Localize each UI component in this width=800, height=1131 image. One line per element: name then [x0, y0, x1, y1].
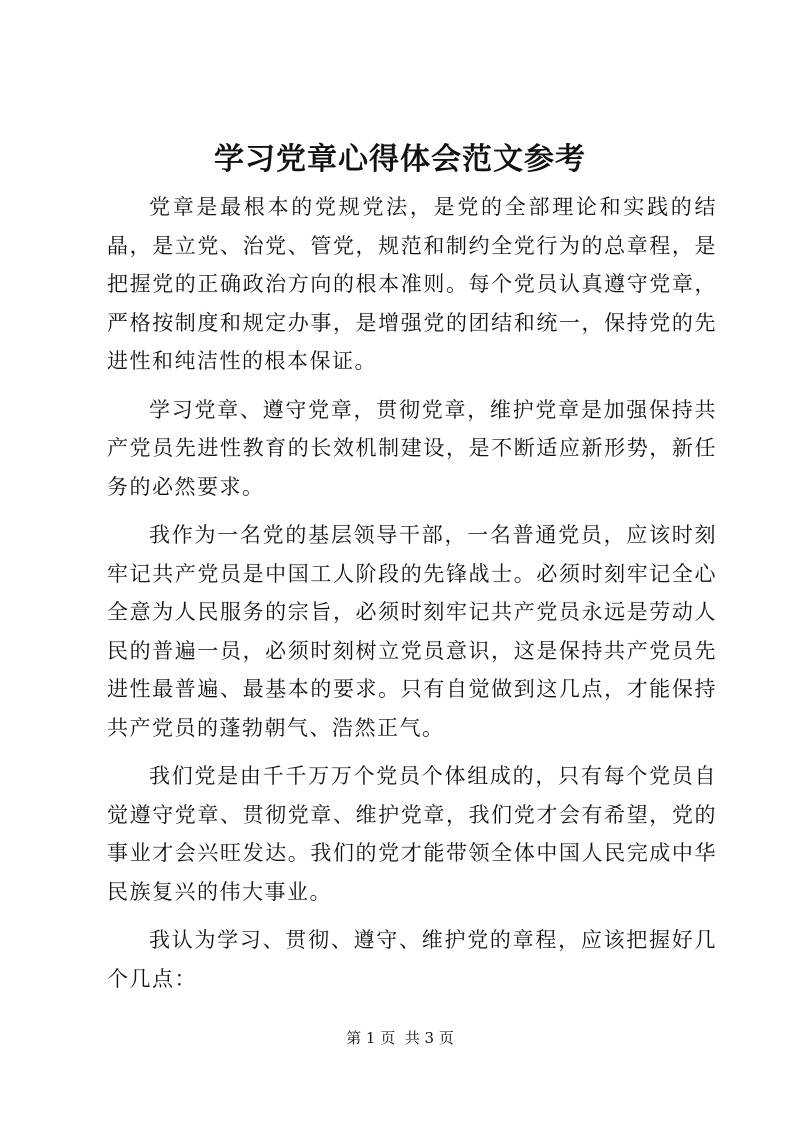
paragraph-4: 我们党是由千千万万个党员个体组成的，只有每个党员自觉遵守党章、贯彻党章、维护党章，我们党才会有希望，党的事业才会兴旺发达。我们的党才能带领全体中国人民完成中华民族复兴的伟大事业。 — [107, 764, 717, 904]
document-body — [107, 188, 717, 1008]
page-footer — [0, 1028, 800, 1048]
page-number: 第 1 页 共 3 页 — [346, 1029, 454, 1047]
document-title: 学习党章心得体会范文参考 — [214, 142, 586, 177]
paragraph-1: 党章是最根本的党规党法，是党的全部理论和实践的结晶，是立党、治党、管党，规范和制约全党行为的总章程，是把握党的正确政治方向的根本准则。每个党员认真遵守党章，严格按制度和规定办事，是增强党的团结和统一，保持党的先进性和纯洁性的根本保证。 — [107, 195, 717, 373]
paragraph-5: 我认为学习、贯彻、遵守、维护党的章程，应该把握好几个几点： — [107, 928, 717, 991]
paragraph-2: 学习党章、遵守党章，贯彻党章，维护党章是加强保持共产党员先进性教育的长效机制建设，是不断适应新形势，新任务的必然要求。 — [107, 397, 717, 499]
paragraph-3: 我作为一名党的基层领导干部，一名普通党员，应该时刻牢记共产党员是中国工人阶段的先锋战士。必须时刻牢记全心全意为人民服务的宗旨，必须时刻牢记共产党员永远是劳动人民的普遍一员，必须时刻树立党员意识，这是保持共产党员先进性最普遍、最基本的要求。只有自觉做到这几点，才能保持共产党员的蓬勃朝气、浩然正气。 — [107, 523, 717, 740]
